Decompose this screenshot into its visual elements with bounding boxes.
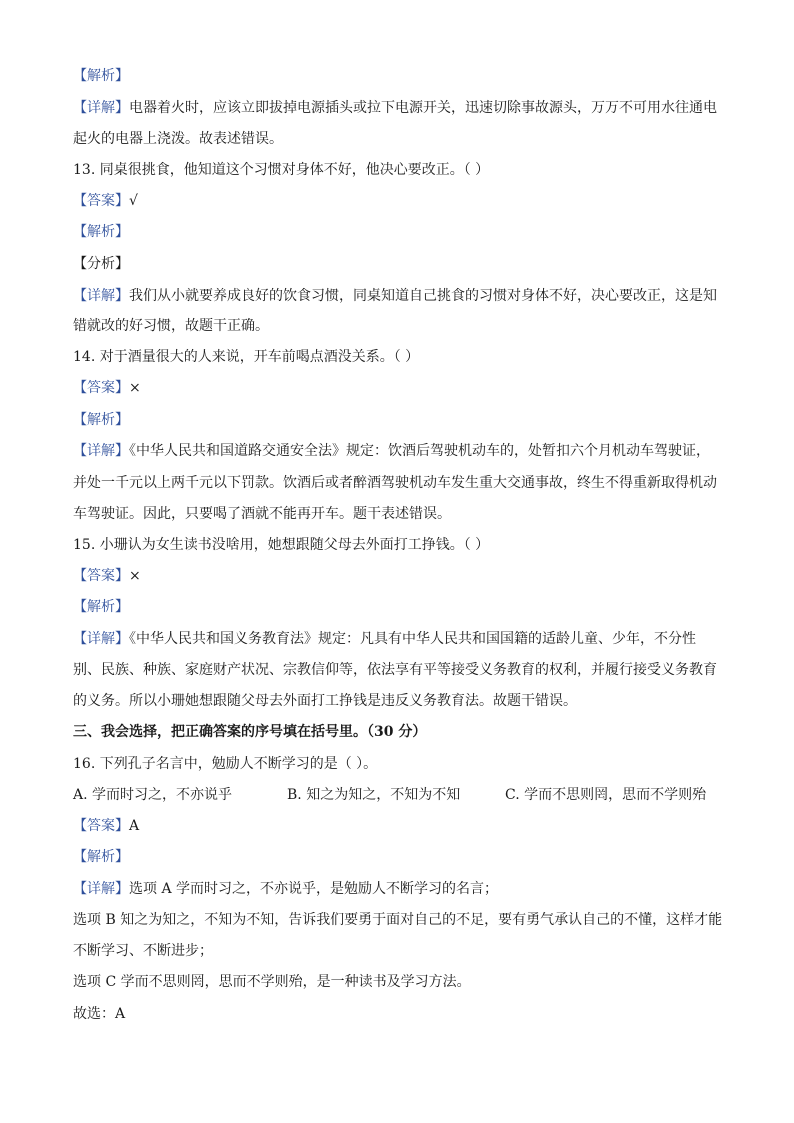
detail-text: 《中华人民共和国道路交通安全法》规定：饮酒后驾驶机动车的，处暂扣六个月机动车驾驶证， [129,443,710,459]
answer-value: × [129,380,141,396]
answer-value: √ [129,193,138,209]
options-line [73,785,734,805]
detail-line [73,441,734,461]
answer-tag: 【答案】 [73,568,129,584]
answer-line [73,566,734,586]
analysis-label [73,597,734,617]
analysis-label [73,66,734,86]
analysis-tag: 【解析】 [73,224,129,240]
detail-tag: 【详解】 [73,100,129,116]
detail-tag: 【详解】 [73,288,129,304]
answer-tag: 【答案】 [73,193,129,209]
answer-tag: 【答案】 [73,380,129,396]
detail-line [73,972,734,992]
question-15: 15. 小珊认为女生读书没啥用，她想跟随父母去外面打工挣钱。（ ） [73,537,490,553]
detail-text: 《中华人民共和国义务教育法》规定：凡具有中华人民共和国国籍的适龄儿童、少年，不分性 [129,631,696,647]
detail-text: 的义务。所以小珊她想跟随父母去外面打工挣钱是违反义务教育法。故题干错误。 [73,693,577,709]
detail-text: 选项 A 学而时习之，不亦说乎，是勉励人不断学习的名言； [129,881,499,897]
analysis-tag: 【解析】 [73,68,129,84]
detail-text: 选项 B 知之为知之，不知为不知，告诉我们要勇于面对自己的不足，要有勇气承认自己的不懂，这样才能 [73,912,723,928]
detail-text: 车驾驶证。因此，只要喝了酒就不能再开车。题干表述错误。 [73,506,451,522]
detail-tag: 【详解】 [73,631,129,647]
detail-line [73,473,734,493]
answer-value: A [129,818,140,834]
detail-line [73,691,734,711]
detail-line [73,941,734,961]
detail-text: 选项 C 学而不思则罔，思而不学则殆，是一种读书及学习方法。 [73,974,471,990]
answer-line [73,816,734,836]
option-a: A. 学而时习之，不亦说乎 [73,787,233,803]
detail-line [73,879,734,899]
analysis-tag: 【解析】 [73,412,129,428]
detail-text: 我们从小就要养成良好的饮食习惯，同桌知道自己挑食的习惯对身体不好，决心要改正，这是知 [129,288,717,304]
detail-text: 别、民族、种族、家庭财产状况、宗教信仰等，依法享有平等接受义务教育的权利，并履行接受义务教育 [73,662,717,678]
detail-line [73,286,734,306]
analysis-label [73,222,734,242]
detail-text: 错就改的好习惯，故题干正确。 [73,318,269,334]
answer-tag: 【答案】 [73,818,129,834]
detail-text: 不断学习、不断进步； [73,943,213,959]
detail-line [73,504,734,524]
answer-value: × [129,568,141,584]
detail-line [73,910,734,930]
detail-tag: 【详解】 [73,881,129,897]
question-14: 14. 对于酒量很大的人来说，开车前喝点酒没关系。（ ） [73,349,420,365]
breakdown-label: 【分析】 [73,256,129,272]
section-heading: 三、我会选择，把正确答案的序号填在括号里。（30 分） [73,724,427,740]
option-b: B. 知之为知之，不知为不知 [287,787,461,803]
option-c: C. 学而不思则罔，思而不学则殆 [505,787,707,803]
analysis-tag: 【解析】 [73,849,129,865]
analysis-tag: 【解析】 [73,599,129,615]
detail-text: 电器着火时，应该立即拔掉电源插头或拉下电源开关，迅速切除事故源头，万万不可用水往通电 [129,100,717,116]
detail-line [73,629,734,649]
question-13: 13. 同桌很挑食，他知道这个习惯对身体不好，他决心要改正。（ ） [73,162,490,178]
analysis-label [73,410,734,430]
analysis-label [73,847,734,867]
detail-line [73,316,734,336]
conclusion-line: 故选：A [73,1006,126,1022]
detail-text: 并处一千元以上两千元以下罚款。饮酒后或者醉酒驾驶机动车发生重大交通事故，终生不得重新取得机动 [73,475,717,491]
question-16: 16. 下列孔子名言中，勉励人不断学习的是（ ）。 [73,756,378,772]
answer-line [73,191,734,211]
detail-line [73,98,734,118]
detail-line [73,660,734,680]
detail-tag: 【详解】 [73,443,129,459]
detail-text: 起火的电器上浇泼。故表述错误。 [73,131,283,147]
detail-line [73,129,734,149]
answer-line [73,378,734,398]
